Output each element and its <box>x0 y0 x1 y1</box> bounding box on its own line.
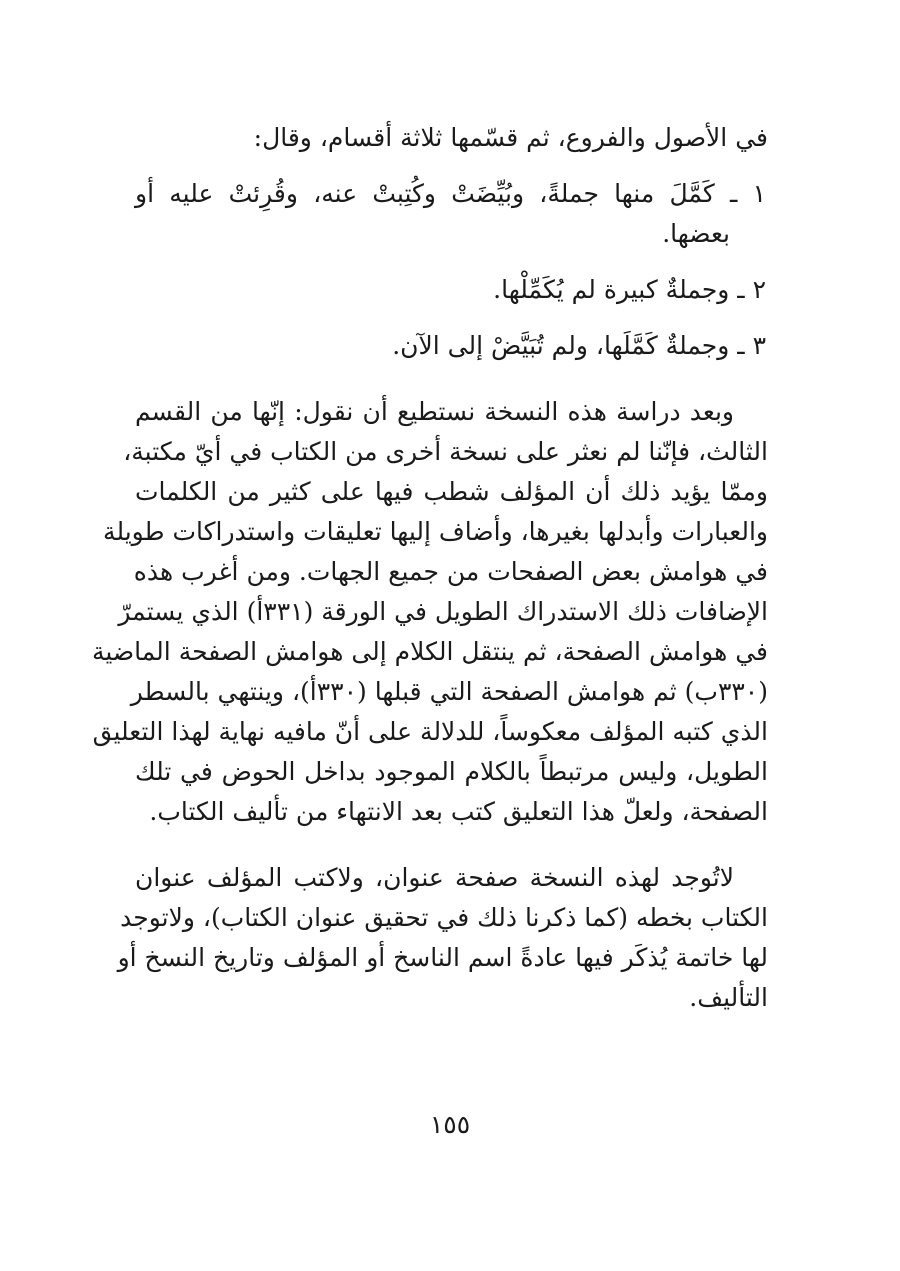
paragraph-line: والعبارات وأبدلها بغيرها، وأضاف إليها تعليقات واستدراكات طويلة <box>103 517 768 546</box>
intro-line: في الأصول والفروع، ثم قسّمها ثلاثة أقسام، وقال: <box>253 123 768 152</box>
list-item-3: ٣ ـ وجملةٌ كَمَّلَها، ولم تُبَيَّضْ إلى الآن. <box>392 331 766 360</box>
paragraph-line: وبعد دراسة هذه النسخة نستطيع أن نقول: إنّها من القسم <box>135 397 734 426</box>
paragraph-line: في هوامش الصفحة، ثم ينتقل الكلام إلى هوامش الصفحة الماضية <box>91 637 768 666</box>
paragraph-line-last: التأليف. <box>689 983 768 1012</box>
paragraph-line: الثالث، فإنّنا لم نعثر على نسخة أخرى من الكتاب في أيّ مكتبة، <box>123 437 768 466</box>
paragraph-line: الطويل، وليس مرتبطاً بالكلام الموجود بداخل الحوض في تلك <box>135 757 768 786</box>
page-body <box>91 118 768 1018</box>
paragraph-line: لها خاتمة يُذكَر فيها عادةً اسم الناسخ أو المؤلف وتاريخ النسخ أو <box>117 943 768 972</box>
paragraph-manuscript-study <box>91 392 768 832</box>
paragraph-line: (٣٣٠ب) ثم هوامش الصفحة التي قبلها (٣٣٠أ)، وينتهي بالسطر <box>130 677 768 706</box>
list-item-2: ٢ ـ وجملةٌ كبيرة لم يُكَمِّلْها. <box>493 275 766 304</box>
paragraph-line: الإضافات ذلك الاستدراك الطويل في الورقة (٣٣١أ) الذي يستمرّ <box>118 597 768 626</box>
paragraph-line-last: الصفحة، ولعلّ هذا التعليق كتب بعد الانتهاء من تأليف الكتاب. <box>149 797 768 826</box>
paragraph-line: في هوامش بعض الصفحات من جميع الجهات. ومن أغرب هذه <box>133 557 768 586</box>
paragraph-line: الكتاب بخطه (كما ذكرنا ذلك في تحقيق عنوان الكتاب)، ولاتوجد <box>120 903 768 932</box>
paragraph-line: وممّا يؤيد ذلك أن المؤلف شطب فيها على كثير من الكلمات <box>135 477 768 506</box>
numbered-list <box>135 174 768 366</box>
paragraph-line: الذي كتبه المؤلف معكوساً، للدلالة على أنّ مافيه نهاية لهذا التعليق <box>92 717 768 746</box>
page-number: ١٥٥ <box>429 1110 471 1139</box>
list-item-1-line-2: بعضها. <box>662 219 730 248</box>
paragraph-title-page <box>117 858 768 1018</box>
list-item-1-line-1: ١ ـ كَمَّلَ منها جملةً، وبُيِّضَتْ وكُتِبتْ عنه، وقُرِئتْ عليه أو <box>135 179 766 208</box>
paragraph-line: لاتُوجد لهذه النسخة صفحة عنوان، ولاكتب المؤلف عنوان <box>135 863 734 892</box>
